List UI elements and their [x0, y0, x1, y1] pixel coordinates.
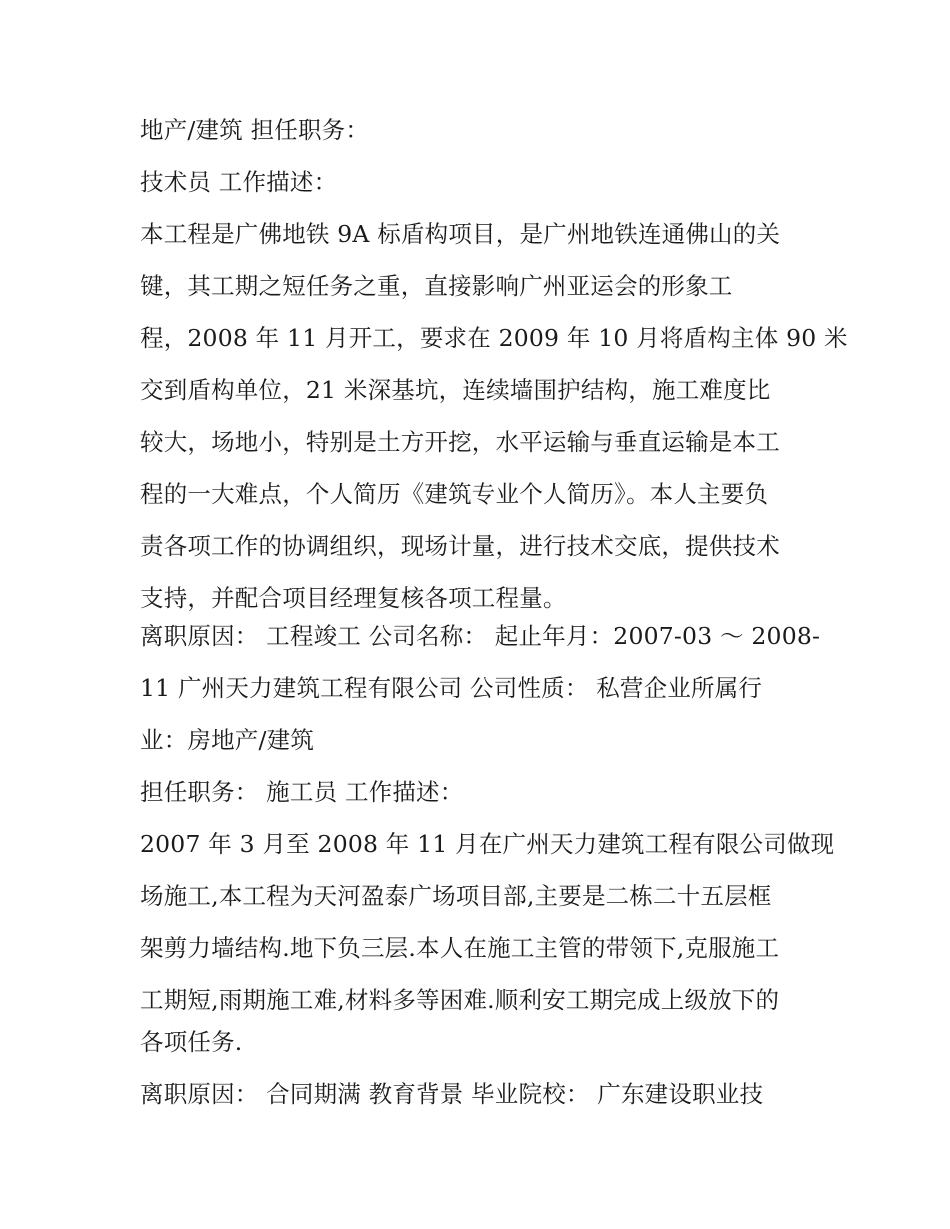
text-line: 交到盾构单位，21 米深基坑，连续墙围护结构，施工难度比 — [140, 376, 771, 404]
text-line: 11 广州天力建筑工程有限公司 公司性质： 私营企业所属行 — [140, 674, 763, 702]
text-line: 工期短,雨期施工难,材料多等困难.顺利安工期完成上级放下的 — [140, 986, 780, 1014]
text-line: 责各项工作的协调组织，现场计量，进行技术交底，提供技术 — [140, 532, 780, 560]
text-line: 离职原因： 合同期满 教育背景 毕业院校： 广东建设职业技 — [140, 1080, 764, 1108]
text-line: 程的一大难点，个人简历《建筑专业个人简历》。本人主要负 — [140, 480, 769, 508]
text-line: 架剪力墙结构.地下负三层.本人在施工主管的带领下,克服施工 — [140, 934, 780, 962]
text-line: 担任职务： 施工员 工作描述： — [140, 778, 464, 806]
text-line: 本工程是广佛地铁 9A 标盾构项目，是广州地铁连通佛山的关 — [140, 220, 781, 248]
text-line: 键，其工期之短任务之重，直接影响广州亚运会的形象工 — [140, 272, 733, 300]
text-line: 各项任务. — [140, 1028, 243, 1056]
text-line: 支持，并配合项目经理复核各项工程量。 — [140, 584, 567, 612]
text-line: 业：房地产/建筑 — [140, 726, 315, 754]
text-line: 场施工,本工程为天河盈泰广场项目部,主要是二栋二十五层框 — [140, 882, 772, 910]
text-line: 技术员 工作描述： — [140, 168, 338, 196]
text-line: 程，2008 年 11 月开工，要求在 2009 年 10 月将盾构主体 90 米 — [140, 324, 848, 352]
text-line: 2007 年 3 月至 2008 年 11 月在广州天力建筑工程有限公司做现 — [140, 830, 835, 858]
text-line: 离职原因： 工程竣工 公司名称： 起止年月：2007-03 ～ 2008- — [140, 622, 821, 650]
text-line: 较大，场地小，特别是土方开挖，水平运输与垂直运输是本工 — [140, 428, 780, 456]
text-line: 地产/建筑 担任职务： — [140, 116, 370, 144]
